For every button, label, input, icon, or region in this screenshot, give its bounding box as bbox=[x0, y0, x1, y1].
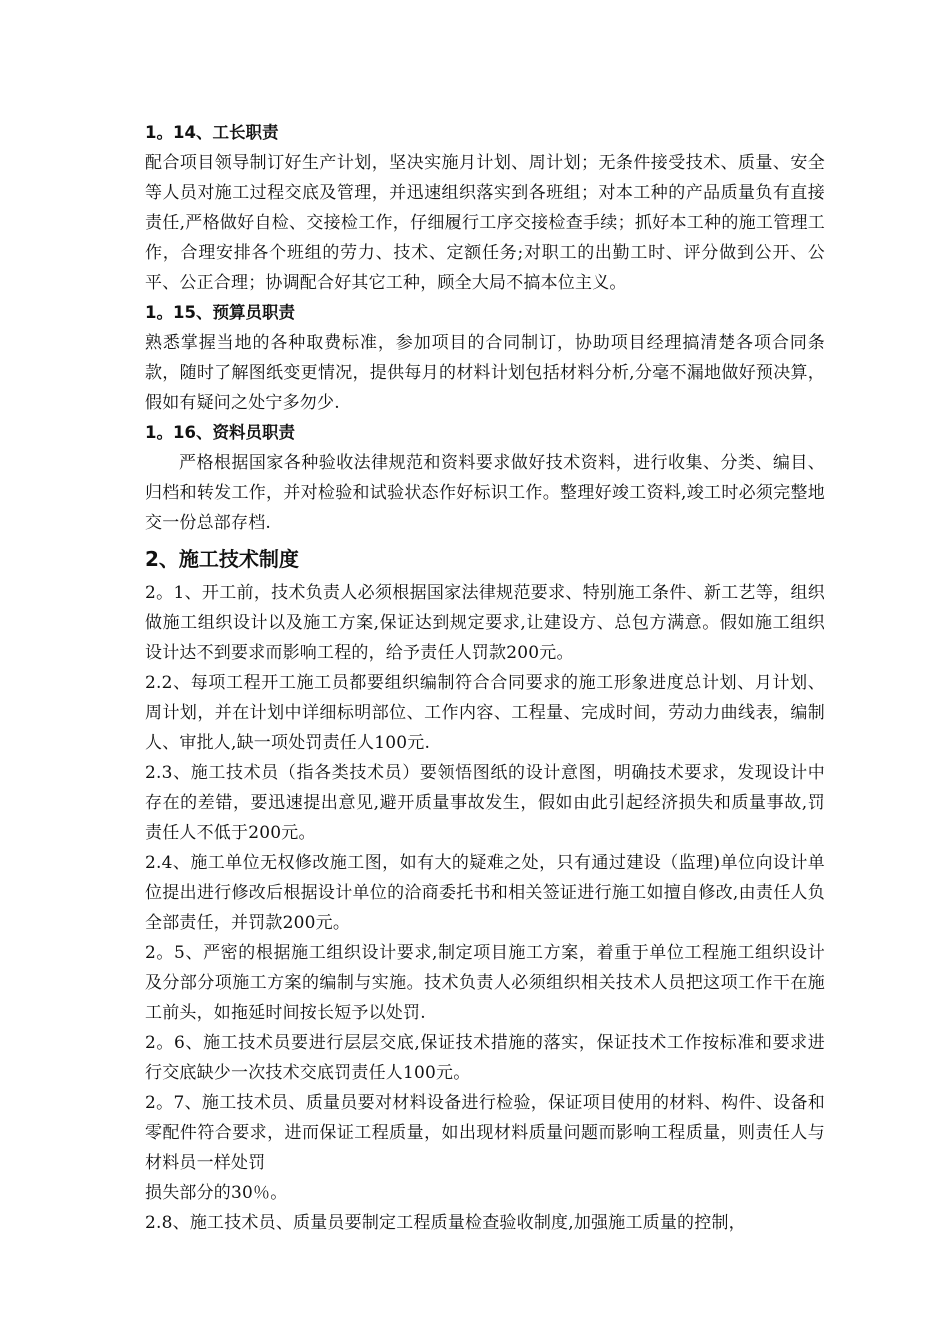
paragraph-2-7: 2。7、施工技术员、质量员要对材料设备进行检验，保证项目使用的材料、构件、设备和零配件符合要求，进而保证工程质量，如出现材料质量问题而影响工程质量，则责任人与材料员一样处罚 bbox=[145, 1093, 825, 1173]
paragraph-2-4: 2.4、施工单位无权修改施工图，如有大的疑难之处，只有通过建设（监理)单位向设计单位提出进行修改后根据设计单位的洽商委托书和相关签证进行施工如擅自修改,由责任人负全部责任，并罚款200元。 bbox=[145, 853, 825, 933]
paragraph-foreman-duties: 配合项目领导制订好生产计划，坚决实施月计划、周计划；无条件接受技术、质量、安全等人员对施工过程交底及管理，并迅速组织落实到各班组；对本工种的产品质量负有直接责任,严格做好自检、交接检工作，仔细履行工序交接检查手续；抓好本工种的施工管理工作，合理安排各个班组的劳力、技术、定额任务;对职工的出勤工时、评分做到公开、公平、公正合理；协调配合好其它工种，顾全大局不搞本位主义。 bbox=[145, 153, 825, 293]
paragraph-2-2: 2.2、每项工程开工施工员都要组织编制符合合同要求的施工形象进度总计划、月计划、周计划，并在计划中详细标明部位、工作内容、工程量、完成时间，劳动力曲线表，编制人、审批人,缺一项处罚责任人100元. bbox=[145, 673, 825, 753]
paragraph-budget-officer-duties: 熟悉掌握当地的各种取费标准，参加项目的合同制订，协助项目经理搞清楚各项合同条款，随时了解图纸变更情况，提供每月的材料计划包括材料分析,分毫不漏地做好预决算，假如有疑问之处宁多勿少. bbox=[145, 333, 825, 413]
paragraph-document-officer-duties: 严格根据国家各种验收法律规范和资料要求做好技术资料，进行收集、分类、编目、归档和转发工作，并对检验和试验状态作好标识工作。整理好竣工资料,竣工时必须完整地交一份总部存档. bbox=[145, 453, 825, 533]
document-page bbox=[145, 118, 825, 1238]
heading-1-16: 1。16、资料员职责 bbox=[145, 423, 295, 442]
paragraph-2-7-continued: 损失部分的30％。 bbox=[145, 1183, 288, 1203]
paragraph-2-6: 2。6、施工技术员要进行层层交底,保证技术措施的落实，保证技术工作按标准和要求进行交底缺少一次技术交底罚责任人100元。 bbox=[145, 1033, 825, 1083]
paragraph-2-5: 2。5、严密的根据施工组织设计要求,制定项目施工方案，着重于单位工程施工组织设计及分部分项施工方案的编制与实施。技术负责人必须组织相关技术人员把这项工作干在施工前头，如拖延时间按长短予以处罚. bbox=[145, 943, 825, 1023]
heading-1-15: 1。15、预算员职责 bbox=[145, 303, 295, 322]
paragraph-2-1: 2。1、开工前，技术负责人必须根据国家法律规范要求、特别施工条件、新工艺等，组织做施工组织设计以及施工方案,保证达到规定要求,让建设方、总包方满意。假如施工组织设计达不到要求而影响工程的，给予责任人罚款200元。 bbox=[145, 583, 825, 663]
heading-1-14: 1。14、工长职责 bbox=[145, 123, 279, 142]
paragraph-2-8: 2.8、施工技术员、质量员要制定工程质量检查验收制度,加强施工质量的控制， bbox=[145, 1213, 746, 1233]
paragraph-2-3: 2.3、施工技术员（指各类技术员）要领悟图纸的设计意图，明确技术要求，发现设计中存在的差错，要迅速提出意见,避开质量事故发生，假如由此引起经济损失和质量事故,罚责任人不低于200元。 bbox=[145, 763, 825, 843]
heading-section-2: 2、施工技术制度 bbox=[145, 547, 299, 571]
